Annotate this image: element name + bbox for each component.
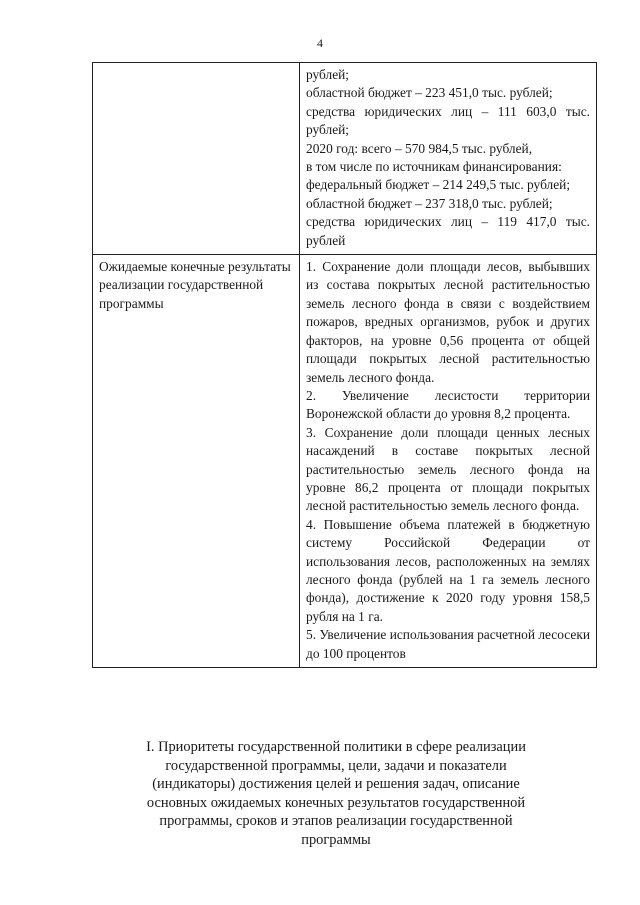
funding-line: в том числе по источникам финансирования: (306, 159, 562, 175)
results-label: Ожидаемые конечные результаты реализации государственной программы (93, 255, 300, 668)
funding-line: областной бюджет – 223 451,0 тыс. рублей; (306, 85, 553, 101)
funding-line: 2020 год: всего – 570 984,5 тыс. рублей, (306, 140, 533, 156)
section-heading: I. Приоритеты государственной политики в сфере реализации государственной программы, цели, задачи и показатели (индикаторы) достижения целей и решения задач, описание основных ожидаемых конечных результатов государственной программы, сроков и этапов реализации государственной программы (146, 739, 526, 848)
funding-content-cell (300, 63, 597, 255)
funding-line: средства юридических лиц – 111 603,0 тыс. рублей; (306, 103, 590, 138)
funding-label-cell (93, 63, 300, 255)
result-item-3: 3. Сохранение доли площади ценных лесных насаждений в составе покрытых лесной растительностью земель лесного фонда на уровне 86,2 процента от площади покрытых лесной растительностью земель лесного фонда. (306, 424, 590, 514)
program-passport-table (92, 62, 597, 668)
result-item-2: 2. Увеличение лесистости территории Воронежской области до уровня 8,2 процента. (306, 387, 590, 422)
funding-line: федеральный бюджет – 214 249,5 тыс. рублей; (306, 177, 571, 193)
table-row-results (93, 255, 597, 668)
result-item-1: 1. Сохранение доли площади лесов, выбывших из состава покрытых лесной растительностью земель лесного фонда в связи с воздействием пожаров, вредных организмов, рубок и других факторов, на уровне 0,56 процента от общей площади покрытых лесной растительностью земель лесного фонда. (306, 259, 590, 385)
funding-line: областной бюджет – 237 318,0 тыс. рублей; (306, 195, 553, 211)
table-row-funding (93, 63, 597, 255)
page-number: 4 (317, 36, 323, 50)
result-item-4: 4. Повышение объема платежей в бюджетную систему Российской Федерации от использования лесов, расположенных на землях лесного фонда (рублей на 1 га земель лесного фонда), достижение к 2020 году уровня 158,5 рубля на 1 га. (306, 516, 590, 624)
funding-line: средства юридических лиц – 119 417,0 тыс. рублей (306, 214, 590, 248)
funding-line: рублей; (306, 67, 350, 82)
result-item-5: 5. Увеличение использования расчетной лесосеки до 100 процентов (306, 627, 590, 661)
results-content-cell (300, 255, 597, 668)
